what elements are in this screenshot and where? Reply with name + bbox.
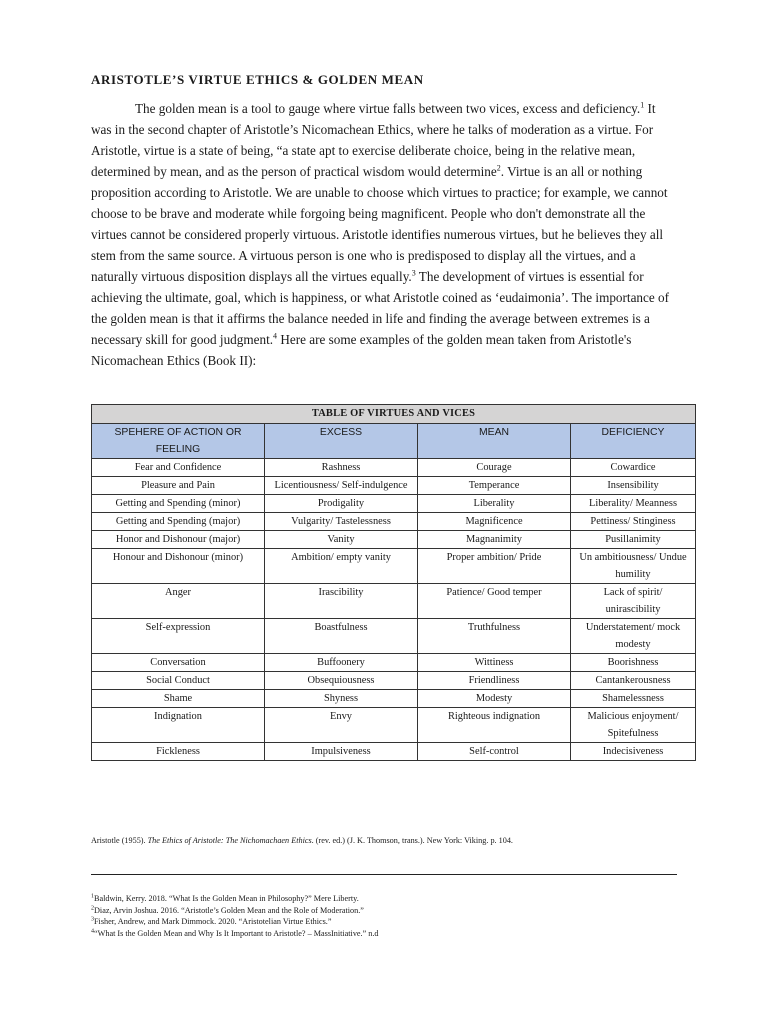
cell-sphere: Honour and Dishonour (minor) (92, 549, 265, 584)
cell-mean: Self-control (418, 743, 571, 761)
cell-sphere: Getting and Spending (major) (92, 513, 265, 531)
table-row (92, 513, 696, 531)
cell-sphere: Honor and Dishonour (major) (92, 531, 265, 549)
footnote-mark: 1 (91, 893, 94, 900)
cell-deficiency: Lack of spirit/ unirascibility (571, 584, 696, 619)
footnote-text: “What Is the Golden Mean and Why Is It Important to Aristotle? – MassInitiative.” n.d (94, 928, 379, 938)
table-row (92, 584, 696, 619)
footnote-mark: 3 (91, 916, 94, 923)
body-text-3: . Virtue is an all or nothing proposition according to Aristotle. We are unable to choose which virtues to practice; for example, we cannot choose to be brave and moderate while forgoing being magnificent. People who don't demonstrate all the virtues cannot be considered properly virtuous. Aristotle identifies numerous virtues, but he believes they all stem from the same source. A virtuous person is one who is predisposed to display all the virtues, and a naturally virtuous disposition displays all the virtues equally. (91, 164, 668, 284)
cell-sphere: Fickleness (92, 743, 265, 761)
body-text-4: The development of virtues is essential for achieving the ultimate, goal, which is happiness, or what Aristotle coined as ‘eudaimonia’. The importance of the golden mean is that it affirms the balance needed in life and finding the average between extremes is a necessary skill for good judgment. (91, 269, 670, 347)
cell-deficiency: Understatement/ mock modesty (571, 619, 696, 654)
column-header-sphere: SPEHERE OF ACTION OR FEELING (92, 424, 265, 459)
table-header-row (92, 424, 696, 459)
cell-deficiency: Indecisiveness (571, 743, 696, 761)
cell-mean: Temperance (418, 477, 571, 495)
cell-deficiency: Pettiness/ Stinginess (571, 513, 696, 531)
document-heading: ARISTOTLE’S VIRTUE ETHICS & GOLDEN MEAN (91, 72, 424, 87)
footnote-ref-2[interactable]: 2 (496, 163, 501, 173)
table-source-citation (91, 836, 513, 845)
column-header-excess: EXCESS (265, 424, 418, 459)
cell-deficiency: Pusillanimity (571, 531, 696, 549)
cell-sphere: Getting and Spending (minor) (92, 495, 265, 513)
table-row (92, 690, 696, 708)
cell-sphere: Self-expression (92, 619, 265, 654)
footnote-item (91, 928, 379, 940)
footnote-item (91, 893, 379, 905)
footnote-separator (91, 874, 677, 875)
cell-deficiency: Insensibility (571, 477, 696, 495)
cell-mean: Magnificence (418, 513, 571, 531)
cell-deficiency: Cantankerousness (571, 672, 696, 690)
column-header-mean: MEAN (418, 424, 571, 459)
cell-deficiency: Shamelessness (571, 690, 696, 708)
cell-mean: Patience/ Good temper (418, 584, 571, 619)
table-row (92, 531, 696, 549)
cell-excess: Obsequiousness (265, 672, 418, 690)
cell-excess: Irascibility (265, 584, 418, 619)
cell-mean: Courage (418, 459, 571, 477)
body-paragraph (91, 98, 679, 371)
cell-deficiency: Cowardice (571, 459, 696, 477)
table-title-row (92, 405, 696, 424)
table-row (92, 495, 696, 513)
table-row (92, 654, 696, 672)
cell-mean: Modesty (418, 690, 571, 708)
cell-sphere: Anger (92, 584, 265, 619)
footnote-text: Baldwin, Kerry. 2018. “What Is the Golden Mean in Philosophy?” Mere Liberty. (94, 894, 359, 903)
cell-excess: Vanity (265, 531, 418, 549)
body-text-5: Here are some examples of the golden mean taken from Aristotle's Nicomachean Ethics (Book II): (91, 332, 632, 368)
cell-sphere: Shame (92, 690, 265, 708)
footnote-ref-3[interactable]: 3 (411, 268, 416, 278)
cell-mean: Friendliness (418, 672, 571, 690)
cell-mean: Truthfulness (418, 619, 571, 654)
footnote-item (91, 905, 379, 917)
table-row (92, 619, 696, 654)
cell-excess: Ambition/ empty vanity (265, 549, 418, 584)
cell-excess: Licentiousness/ Self-indulgence (265, 477, 418, 495)
table-title: TABLE OF VIRTUES AND VICES (92, 405, 696, 424)
footnotes-list (91, 893, 379, 939)
footnote-text: Diaz, Arvin Joshua. 2016. “Aristotle’s Golden Mean and the Role of Moderation.” (94, 905, 364, 915)
cell-excess: Boastfulness (265, 619, 418, 654)
cell-excess: Vulgarity/ Tastelessness (265, 513, 418, 531)
cell-mean: Magnanimity (418, 531, 571, 549)
source-book-title: The Ethics of Aristotle: The Nichomachaen Ethics (147, 836, 312, 845)
footnote-ref-4[interactable]: 4 (273, 331, 278, 341)
footnote-mark: 2 (91, 904, 94, 911)
cell-mean: Proper ambition/ Pride (418, 549, 571, 584)
cell-sphere: Pleasure and Pain (92, 477, 265, 495)
table-row (92, 477, 696, 495)
source-text-pre: Aristotle (1955). (91, 836, 148, 845)
cell-excess: Rashness (265, 459, 418, 477)
footnote-ref-1[interactable]: 1 (640, 100, 645, 110)
cell-excess: Envy (265, 708, 418, 743)
table-row (92, 549, 696, 584)
virtues-vices-table (91, 404, 696, 761)
cell-excess: Buffoonery (265, 654, 418, 672)
cell-sphere: Conversation (92, 654, 265, 672)
table-row (92, 743, 696, 761)
cell-excess: Impulsiveness (265, 743, 418, 761)
body-text-2: It was in the second chapter of Aristotle’s Nicomachean Ethics, where he talks of moderation as a virtue. For Aristotle, virtue is a state of being, “a state apt to exercise deliberate choice, being in the relative mean, determined by mean, and as the person of practical wisdom would determine (91, 101, 656, 179)
table-row (92, 672, 696, 690)
cell-excess: Shyness (265, 690, 418, 708)
cell-sphere: Social Conduct (92, 672, 265, 690)
cell-deficiency: Un ambitiousness/ Undue humility (571, 549, 696, 584)
source-text-post: . (rev. ed.) (J. K. Thomson, trans.). New York: Viking. p. 104. (311, 836, 513, 845)
footnote-mark: 4 (91, 927, 94, 934)
cell-mean: Righteous indignation (418, 708, 571, 743)
cell-excess: Prodigality (265, 495, 418, 513)
cell-sphere: Indignation (92, 708, 265, 743)
cell-deficiency: Malicious enjoyment/ Spitefulness (571, 708, 696, 743)
table-row (92, 708, 696, 743)
body-text-1: The golden mean is a tool to gauge where virtue falls between two vices, excess and deficiency. (135, 101, 641, 116)
footnote-text: Fisher, Andrew, and Mark Dimmock. 2020. “Aristotelian Virtue Ethics.” (94, 917, 332, 926)
column-header-deficiency: DEFICIENCY (571, 424, 696, 459)
cell-deficiency: Boorishness (571, 654, 696, 672)
cell-mean: Wittiness (418, 654, 571, 672)
cell-sphere: Fear and Confidence (92, 459, 265, 477)
footnote-item (91, 916, 379, 928)
cell-mean: Liberality (418, 495, 571, 513)
table-row (92, 459, 696, 477)
cell-deficiency: Liberality/ Meanness (571, 495, 696, 513)
